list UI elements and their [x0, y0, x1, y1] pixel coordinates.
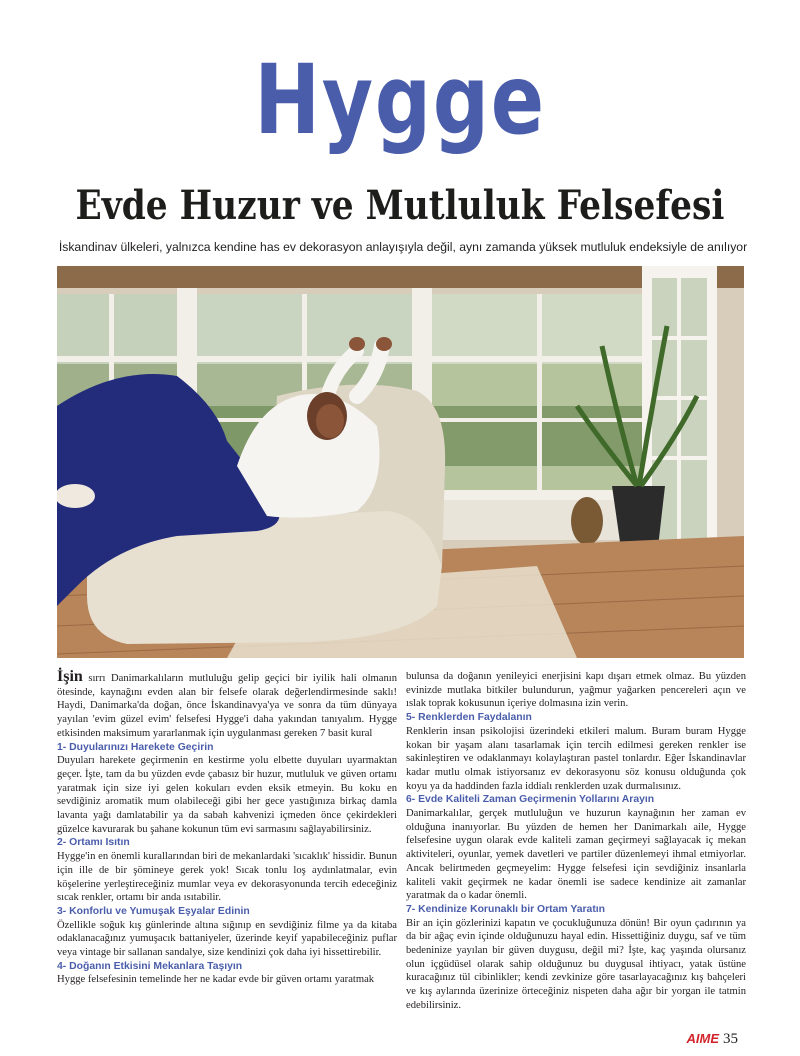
- heading-5: 5- Renklerden Faydalanın: [406, 712, 532, 724]
- body-1: Duyuları harekete geçirmenin en kestirme yolu elbette duyuları uyarmaktan geçer. İşte, tam da bu yüzden evde çabasız bir huzur, mutluluk ve güven ortamı yaratmak için size iyi gelen kokuları evden eksik etmeyin. Bu koku en sevdiğiniz aromatik mum olabileceği gibi her gece yastığınıza birkaç damla lavanta yağı damlatabilir ya da sabah kahvenizi içmeden önce çekirdekleri güzelce kavurarak bu şahane kokunun tüm evi sarmasını sağlayabilirsiniz.: [57, 755, 397, 835]
- page-title: Hygge: [254, 44, 546, 156]
- heading-3: 3- Konforlu ve Yumuşak Eşyalar Edinin: [57, 905, 250, 917]
- heading-4: 4- Doğanın Etkisini Mekanlara Taşıyın: [57, 960, 243, 972]
- hero-photo: [57, 266, 744, 658]
- drop-cap: İşin: [57, 668, 83, 685]
- body-6: Danimarkalılar, gerçek mutluluğun ve huzurun kaynağının her zaman ev olduğuna inanıyorlar. Bu yüzden de hemen her Danimarkalı aile, Hygge felsefesine uygun olarak evde kaliteli zaman geçirmeyi sağlayacak iç mekan aktiviteleri, oyunlar, yemek davetleri ve partiler düzenlemeyi ihmal etmiyorlar. Ancak belirtmeden geçmeyelim: Hygge felsefesi için sevdiğiniz insanlarla kaliteli vakit geçirmek ne kadar önemli ise sadece kendinize ait zamanlar yaratmak da o kadar önemli.: [406, 808, 746, 902]
- intro-paragraph: İşin sırrı Danimarkalıların mutluluğu gelip geçici bir iyilik hali olmanın ötesinde, kaynağını evden alan bir felsefe olarak değerlendirmesinde saklı! Haydi, Danimarka'da doğan, önce İskandinavya'ya ve sonra da tüm dünyaya yayılan 'evim güzel evim' felsefesi Hygge'i daha yakından tanıyalım. Hygge etkisinden maksimum yararlanmak için uygulanması gereken 7 basit kural: [57, 668, 397, 739]
- page-footer: [687, 1031, 739, 1048]
- lead-text: İskandinav ülkeleri, yalnızca kendine has ev dekorasyon anlayışıyla değil, aynı zamanda yüksek mutluluk endeksiyle de anılıyor: [58, 240, 748, 254]
- body-7: Bir an için gözlerinizi kapatın ve çocukluğunuza dönün! Bir oyun çadırının ya da bir ağaç evin içinde olduğunuzu hayal edin. Hissettiğiniz duygu, saf ve tüm bedeninize yayılan bir güven duygusu, değil mi? İşte, kaç yaşında olursanız olun içgüdüsel olarak sahip olduğunuz bu duygusal ihtiyacı, yatak üstüne kuracağınız tül cibinlikler; kendi zevkinize göre tasarlayacağınız kış bahçeleri ve kış aylarında üzerinize örteceğiniz nispeten daha ağır bir yorgan ile tatmin edebilirsiniz.: [406, 917, 746, 1011]
- page-subtitle: Evde Huzur ve Mutluluk Felsefesi: [75, 182, 725, 229]
- page-number: 35: [723, 1031, 738, 1047]
- heading-7: 7- Kendinize Korunaklı bir Ortam Yaratın: [406, 903, 606, 915]
- heading-1: 1- Duyularınızı Harekete Geçirin: [57, 741, 214, 753]
- body-3: Özellikle soğuk kış günlerinde altına sığınıp en sevdiğiniz filme ya da kitaba odaklanacağınız yumuşacık battaniyeler, üzerinde keyif yapabileceğiniz puflar veya vintage bir sallanan sandalye, size kendinizi çok daha iyi hissettirebilir.: [57, 919, 397, 959]
- body-4-end: bulunsa da doğanın yenileyici enerjisini kapı dışarı etmek olmaz. Bu yüzden evinizde mutlaka bitkiler bulundurun, yağmur yağarken pencereleri açın ve ıslak toprak kokusunun içeriye dolmasına izin verin.: [406, 671, 746, 710]
- left-column: [57, 670, 397, 987]
- heading-6: 6- Evde Kaliteli Zaman Geçirmenin Yollarını Arayın: [406, 794, 655, 806]
- right-column: [406, 670, 746, 1013]
- heading-2: 2- Ortamı Isıtın: [57, 837, 130, 849]
- body-4-start: Hygge felsefesinin temelinde her ne kadar evde bir güven ortamı yaratmak: [57, 974, 375, 986]
- body-5: Renklerin insan psikolojisi üzerindeki etkileri malum. Buram buram Hygge kokan bir yaşam alanı tasarlamak için tercih edilmesi gereken renkler ise sakinleştiren ve odaklanmayı kolaylaştıran pastel tonlardır. Eğer İskandinavlar kadar mutlu olmak istiyorsanız ev dekorasyonu söz konusu olduğunda çok koyu ya da haddinden fazla iddialı renklerden uzak durmalısınız.: [406, 725, 746, 792]
- brand-logo: AIME: [686, 1031, 719, 1046]
- body-2: Hygge'in en önemli kurallarından biri de mekanlardaki 'sıcaklık' hissidir. Bunun için ille de bir şömineye gerek yok! Sıcak tonlu loş aydınlatmalar, evin köşelerine yerleştireceğiniz mumlar veya ev dekorasyonunda tercih edeceğiniz sıcak renkler, ortamı bir anda ısıtabilir.: [57, 851, 397, 904]
